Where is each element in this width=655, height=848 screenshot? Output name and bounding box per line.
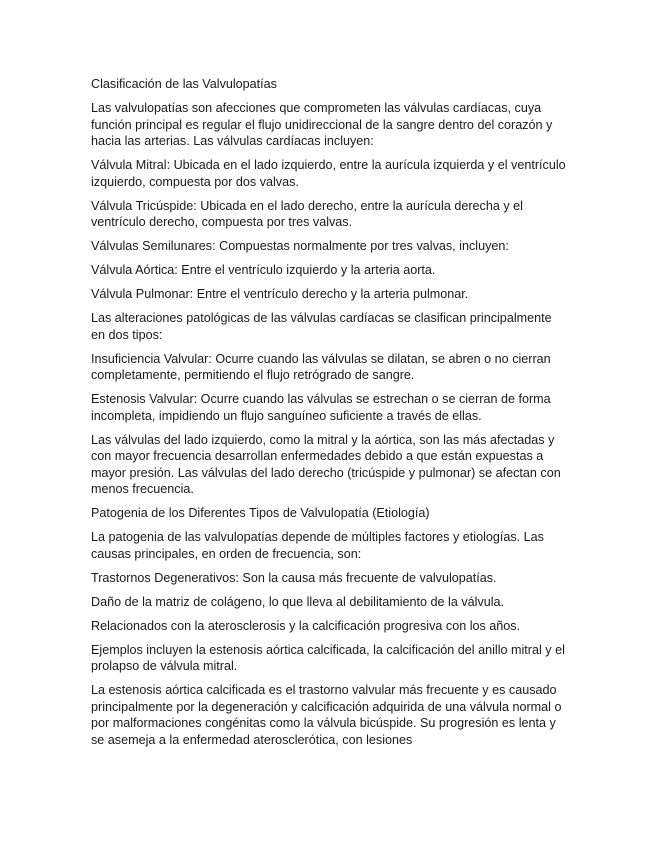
paragraph-pulmonary-valve: Válvula Pulmonar: Entre el ventrículo derecho y la arteria pulmonar. — [91, 287, 469, 301]
section-heading-pathogenesis: Patogenia de los Diferentes Tipos de Valvulopatía (Etiología) — [91, 506, 430, 520]
paragraph-left-side-valves: Las válvulas del lado izquierdo, como la mitral y la aórtica, son las más afectadas y con mayor frecuencia desarrollan enfermedades debido a que están expuestas a mayor presión. Las válvulas del lado derecho (tricúspide y pulmonar) se afectan con menos frecuencia. — [91, 432, 561, 496]
paragraph-semilunar-valves: Válvulas Semilunares: Compuestas normalmente por tres valvas, incluyen: — [91, 239, 509, 253]
paragraph-tricuspid-valve: Válvula Tricúspide: Ubicada en el lado derecho, entre la aurícula derecha y el ventrículo derecho, compuesta por tres valvas. — [91, 198, 523, 229]
paragraph-alterations: Las alteraciones patológicas de las válvulas cardíacas se clasifican principalmente en dos tipos: — [91, 311, 552, 342]
section-heading-classification: Clasificación de las Valvulopatías — [91, 77, 277, 91]
paragraph-aortic-valve: Válvula Aórtica: Entre el ventrículo izquierdo y la arteria aorta. — [91, 263, 436, 277]
paragraph-atherosclerosis: Relacionados con la aterosclerosis y la calcificación progresiva con los años. — [91, 618, 521, 633]
paragraph-stenosis: Estenosis Valvular: Ocurre cuando las válvulas se estrechan o se cierran de forma incompleta, impidiendo un flujo sanguíneo suficiente a través de ellas. — [91, 392, 551, 423]
paragraph-calcified-aortic-stenosis: La estenosis aórtica calcificada es el trastorno valvular más frecuente y es causado principalmente por la degeneración y calcificación adquirida de una válvula normal o por malformaciones congénitas como la válvula bicúspide. Su progresión es lenta y se asemeja a la enfermedad aterosclerótica, con lesiones — [91, 683, 562, 747]
paragraph-collagen-damage: Daño de la matriz de colágeno, lo que lleva al debilitamiento de la válvula. — [91, 594, 505, 609]
paragraph-examples: Ejemplos incluyen la estenosis aórtica calcificada, la calcificación del anillo mitral y el prolapso de válvula mitral. — [91, 642, 565, 673]
paragraph-pathogenesis-intro: La patogenia de las valvulopatías depende de múltiples factores y etiologías. Las causas principales, en orden de frecuencia, son: — [91, 530, 544, 561]
paragraph-mitral-valve: Válvula Mitral: Ubicada en el lado izquierdo, entre la aurícula izquierda y el ventrículo izquierdo, compuesta por dos valvas. — [91, 158, 566, 189]
paragraph-insufficiency: Insuficiencia Valvular: Ocurre cuando las válvulas se dilatan, se abren o no cierran completamente, permitiendo el flujo retrógrado de sangre. — [91, 351, 551, 382]
paragraph-intro: Las valvulopatías son afecciones que comprometen las válvulas cardíacas, cuya función principal es regular el flujo unidireccional de la sangre dentro del corazón y hacia las arterias. Las válvulas cardíacas incluyen: — [91, 101, 553, 148]
document-body — [91, 76, 569, 756]
paragraph-degenerative: Trastornos Degenerativos: Son la causa más frecuente de valvulopatías. — [91, 570, 497, 585]
